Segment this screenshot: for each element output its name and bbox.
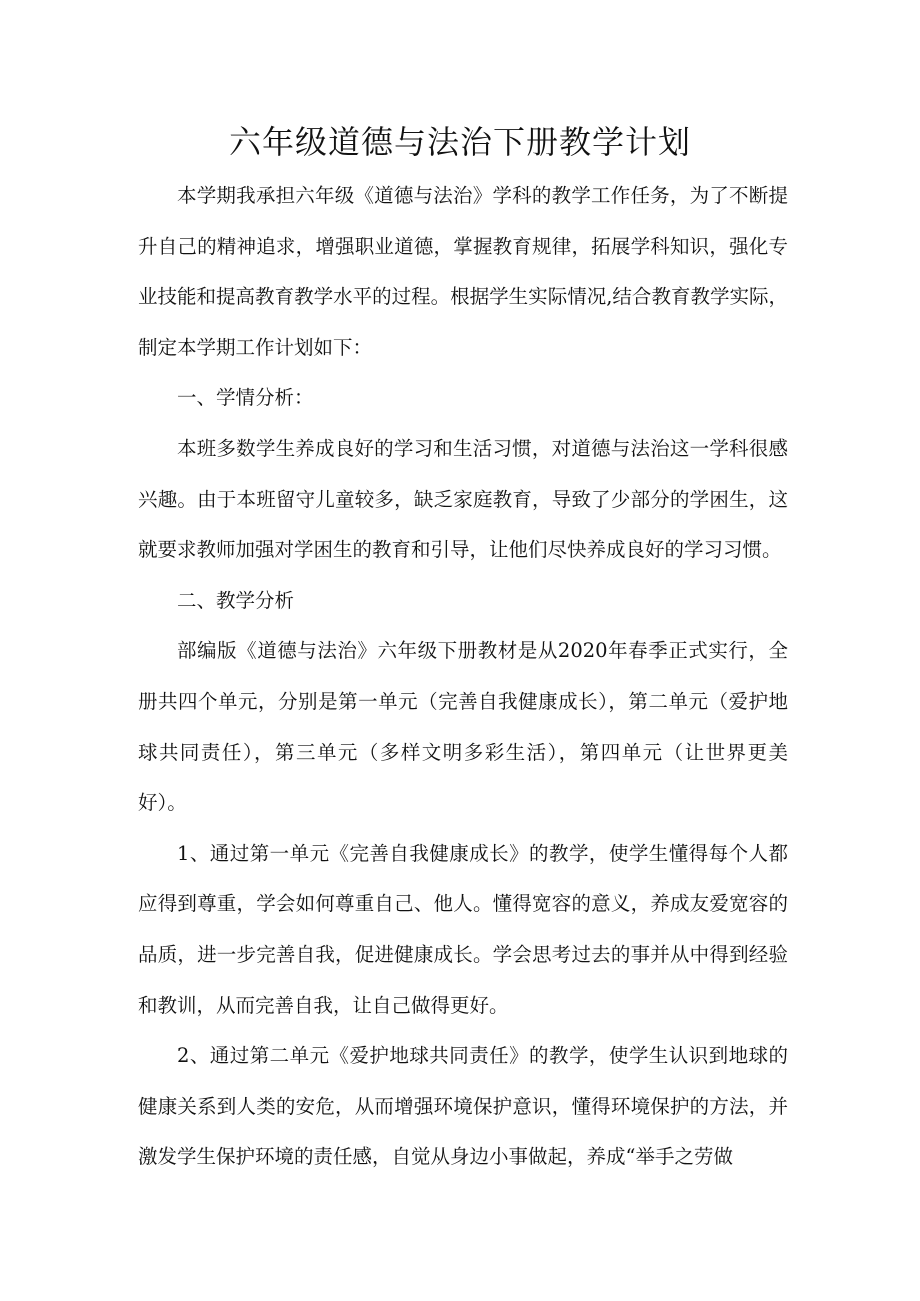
student-analysis-paragraph: 本班多数学生养成良好的学习和生活习惯，对道德与法治这一学科很感兴趣。由于本班留守儿童较多，缺乏家庭教育，导致了少部分的学困生，这就要求教师加强对学困生的教育和引导，让他们尽快养成良好的学习习惯。 — [138, 436, 788, 562]
section-heading-teaching-analysis: 二、教学分析 — [177, 588, 295, 612]
unit-one-paragraph: 1、通过第一单元《完善自我健康成长》的教学，使学生懂得每个人都应得到尊重，学会如何尊重自己、他人。懂得宽容的意义，养成友爱宽容的品质，进一步完善自我，促进健康成长。学会思考过去的事并从中得到经验和教训，从而完善自我，让自己做得更好。 — [138, 841, 788, 1017]
unit-two-paragraph: 2、通过第二单元《爱护地球共同责任》的教学，使学生认识到地球的健康关系到人类的安危，从而增强环境保护意识，懂得环境保护的方法，并激发学生保护环境的责任感，自觉从身边小事做起，养成“举手之劳做 — [138, 1044, 788, 1169]
document-body — [138, 171, 788, 1183]
section-heading-student-analysis: 一、学情分析： — [177, 386, 314, 410]
document-title: 六年级道德与法治下册教学计划 — [228, 123, 691, 161]
intro-paragraph: 本学期我承担六年级《道德与法治》学科的教学工作任务，为了不断提升自己的精神追求，增强职业道德，掌握教育规律，拓展学科知识，强化专业技能和提高教育教学水平的过程。根据学生实际情况,结合教育教学实际，制定本学期工作计划如下： — [138, 184, 788, 359]
teaching-analysis-paragraph: 部编版《道德与法治》六年级下册教材是从2020年春季正式实行，全册共四个单元，分别是第一单元（完善自我健康成长），第二单元（爱护地球共同责任），第三单元（多样文明多彩生活），第四单元（让世界更美好）。 — [138, 639, 788, 815]
